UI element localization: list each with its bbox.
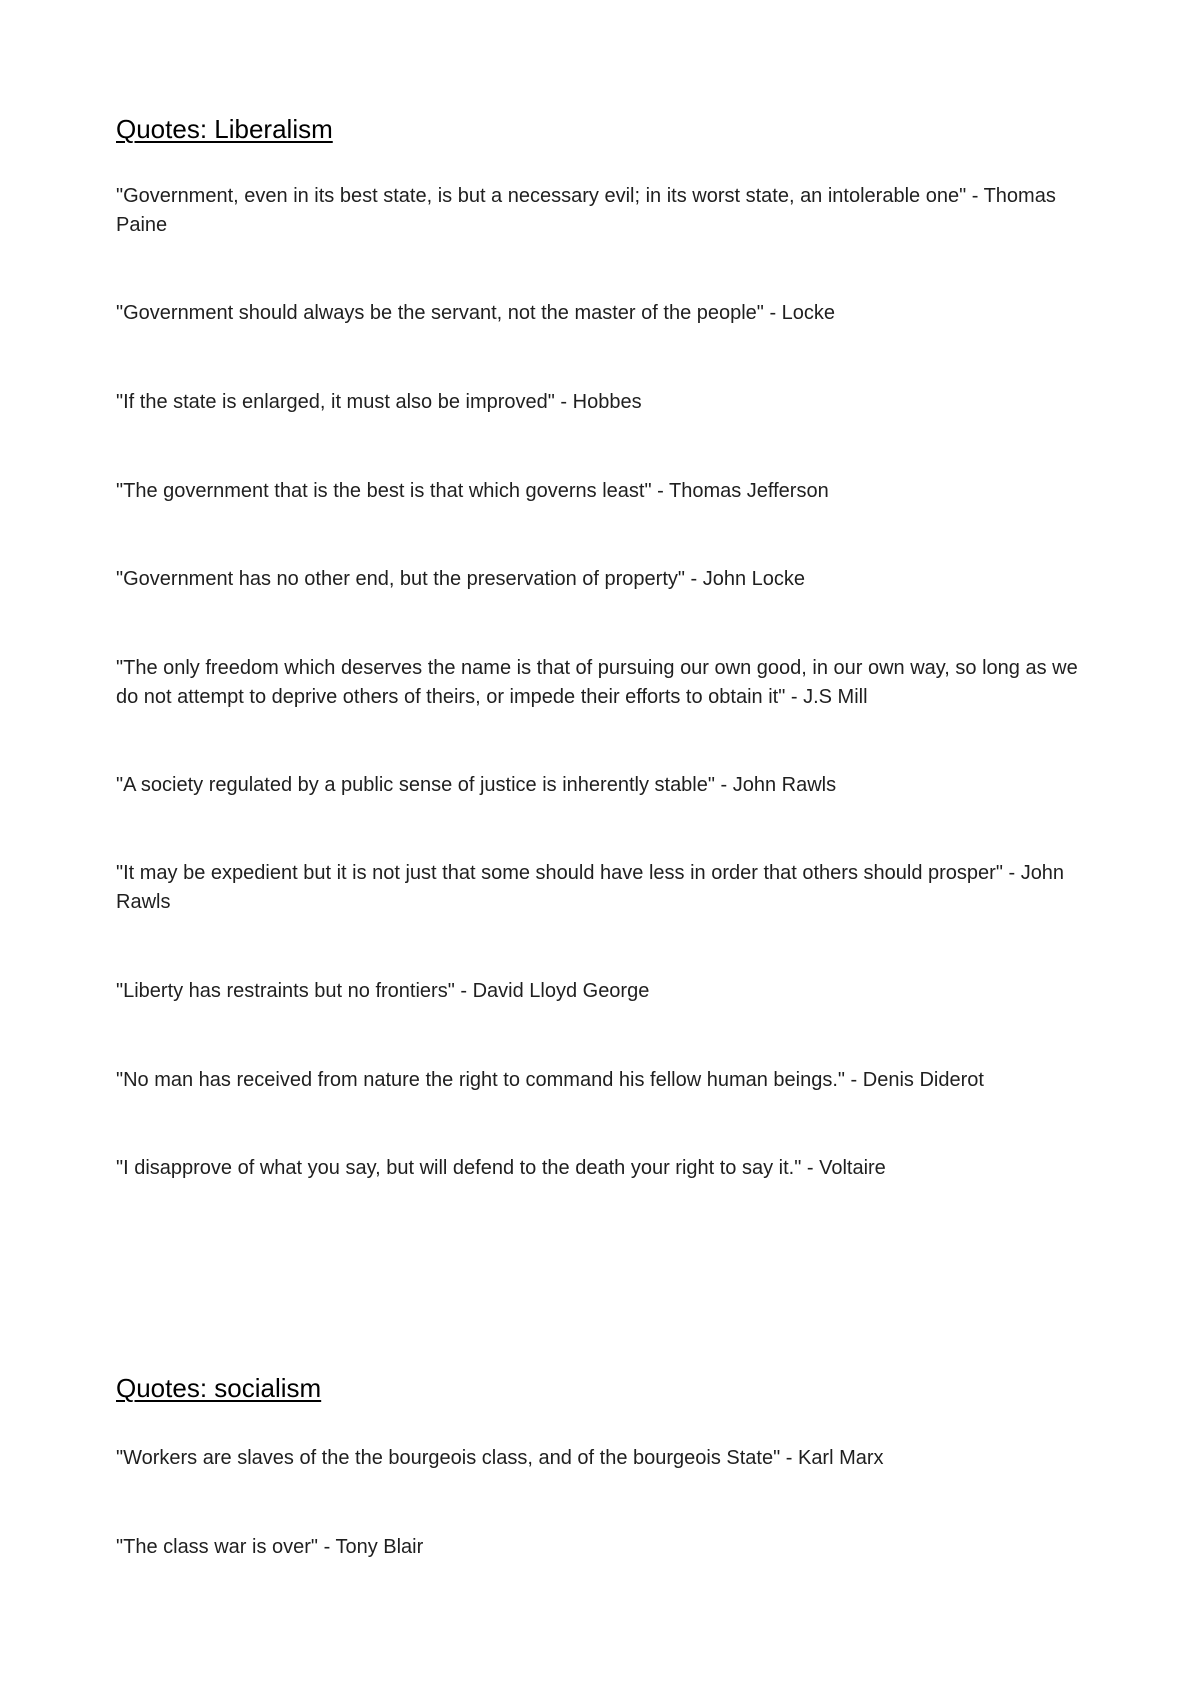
quote-item: "The class war is over" - Tony Blair	[116, 1536, 424, 1558]
quote-item: "A society regulated by a public sense of justice is inherently stable" - John Rawls	[116, 774, 837, 796]
section-heading-liberalism: Quotes: Liberalism	[116, 114, 333, 144]
quote-item: "Liberty has restraints but no frontiers" - David Lloyd George	[116, 980, 650, 1002]
quote-item: "The only freedom which deserves the name is that of pursuing our own good, in our own way, so long as we do not attempt to deprive others of theirs, or impede their efforts to obtain it" - J.S Mill	[116, 657, 1078, 708]
quote-item: "Government should always be the servant, not the master of the people" - Locke	[116, 302, 836, 324]
quote-item: "I disapprove of what you say, but will defend to the death your right to say it." - Voltaire	[116, 1157, 886, 1179]
section-heading-socialism: Quotes: socialism	[116, 1373, 322, 1403]
quote-item: "Workers are slaves of the the bourgeois class, and of the bourgeois State" - Karl Marx	[116, 1447, 884, 1469]
quote-item: "The government that is the best is that which governs least" - Thomas Jefferson	[116, 480, 829, 502]
quote-item: "No man has received from nature the right to command his fellow human beings." - Denis Diderot	[116, 1069, 984, 1091]
quote-item: "Government has no other end, but the preservation of property" - John Locke	[116, 568, 806, 590]
quote-item: "If the state is enlarged, it must also be improved" - Hobbes	[116, 391, 642, 413]
quote-item: "It may be expedient but it is not just that some should have less in order that others should prosper" - John Rawls	[116, 862, 1065, 913]
quote-item: "Government, even in its best state, is but a necessary evil; in its worst state, an intolerable one" - Thomas Paine	[116, 185, 1056, 236]
